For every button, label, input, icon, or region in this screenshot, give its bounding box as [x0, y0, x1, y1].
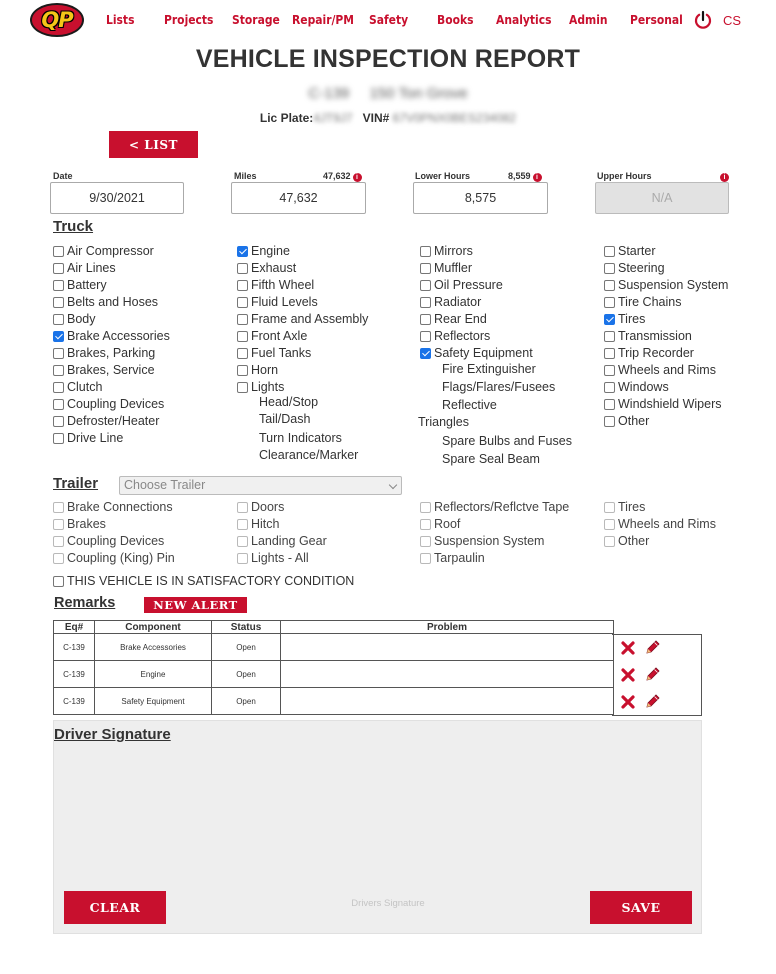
checklist-item-label: Defroster/Heater [67, 414, 160, 428]
checklist-subitem: Flags/Flares/Fusees [442, 380, 556, 394]
nav-storage[interactable]: Storage [232, 12, 280, 27]
page-title: VEHICLE INSPECTION REPORT [195, 45, 581, 73]
power-icon[interactable] [693, 10, 713, 30]
truck-section-title: Truck [53, 218, 94, 235]
checklist-item[interactable] [53, 244, 154, 258]
nav-admin[interactable]: Admin [569, 12, 608, 27]
checklist-item[interactable] [420, 244, 473, 258]
delete-icon[interactable] [621, 668, 635, 682]
checklist-item[interactable] [604, 500, 645, 514]
checklist-item-label: Starter [618, 244, 656, 258]
checklist-item[interactable] [53, 363, 155, 377]
table-header-row [54, 621, 614, 634]
cell-component: Brake Accessories [95, 634, 212, 661]
checklist-item[interactable] [604, 295, 681, 309]
checklist-item-label: Drive Line [67, 431, 124, 445]
checklist-item-label: Fluid Levels [251, 295, 318, 309]
checklist-item-label: Landing Gear [251, 534, 327, 548]
checklist-item[interactable] [420, 329, 490, 343]
checkbox-box[interactable] [604, 263, 615, 274]
col-header-eq: Eq# [54, 621, 95, 634]
checklist-item[interactable] [237, 244, 290, 258]
logo-text: QP [41, 8, 73, 32]
date-label: Date [53, 171, 73, 181]
checklist-item-label: Fifth Wheel [251, 278, 315, 292]
delete-icon[interactable] [621, 641, 635, 655]
checklist-subitem: Clearance/Marker [259, 448, 359, 462]
cell-eq: C-139 [54, 661, 95, 688]
checkbox-box[interactable] [237, 297, 248, 308]
checklist-item[interactable] [420, 551, 485, 565]
checklist-subitem: Turn Indicators [259, 431, 342, 445]
checklist-item[interactable] [53, 534, 164, 548]
info-icon[interactable]: i [533, 173, 542, 182]
checklist-item-label: Oil Pressure [434, 278, 503, 292]
checklist-item[interactable] [53, 261, 116, 275]
date-input[interactable] [50, 182, 184, 214]
checkbox-checked[interactable] [420, 348, 431, 359]
checkbox-box[interactable] [420, 502, 431, 513]
checklist-item[interactable] [604, 312, 645, 326]
checkbox-box[interactable] [604, 365, 615, 376]
checklist-item-label: Safety Equipment [434, 346, 533, 360]
cell-problem [281, 661, 614, 688]
cell-status: Open [212, 661, 281, 688]
upper-hours-info [718, 171, 729, 182]
lic-plate-value: 4JT9J7 [313, 111, 353, 125]
miles-reference [323, 171, 362, 182]
cell-status: Open [212, 634, 281, 661]
nav-safety[interactable]: Safety [369, 12, 409, 27]
checkbox-box[interactable] [53, 263, 64, 274]
checklist-item-label: Other [618, 534, 650, 548]
checkbox-box[interactable] [420, 519, 431, 530]
checklist-item-label: Belts and Hoses [67, 295, 159, 309]
checkbox-box[interactable] [53, 314, 64, 325]
checklist-item[interactable] [420, 261, 472, 275]
checklist-item-label: Roof [434, 517, 461, 531]
checkbox-box[interactable] [53, 502, 64, 513]
top-nav [0, 0, 776, 40]
cell-component: Engine [95, 661, 212, 688]
clear-signature-button[interactable]: CLEAR [64, 891, 166, 924]
cell-problem [281, 634, 614, 661]
col-header-problem: Problem [281, 621, 614, 634]
back-to-list-button[interactable]: < LIST [109, 131, 198, 158]
nav-analytics[interactable]: Analytics [496, 12, 552, 27]
checklist-item-label: Radiator [434, 295, 482, 309]
checklist-item[interactable] [604, 346, 694, 360]
checkbox-box[interactable] [53, 365, 64, 376]
checklist-item-label: Coupling Devices [67, 397, 165, 411]
nav-repair-pm[interactable]: Repair/PM [292, 12, 355, 27]
checklist-item[interactable] [604, 414, 649, 428]
checklist-item[interactable] [53, 500, 173, 514]
checklist-subitem: Spare Seal Beam [442, 452, 540, 466]
cell-eq: C-139 [54, 634, 95, 661]
lic-plate-label: Lic Plate: [259, 111, 314, 125]
checkbox-box[interactable] [237, 348, 248, 359]
checkbox-checked[interactable] [237, 246, 248, 257]
col-header-status: Status [212, 621, 281, 634]
miles-label: Miles [234, 171, 257, 181]
checklist-item-label: Exhaust [251, 261, 297, 275]
checklist-item-label: Windows [618, 380, 669, 394]
checkbox-box[interactable] [604, 416, 615, 427]
checkbox-box[interactable] [604, 536, 615, 547]
checklist-item[interactable] [604, 261, 665, 275]
remarks-title: Remarks [54, 595, 116, 611]
checklist-item[interactable] [604, 329, 692, 343]
checkbox-box[interactable] [53, 553, 64, 564]
miles-input[interactable] [231, 182, 366, 214]
checklist-item-label: Body [67, 312, 96, 326]
checkbox-box[interactable] [53, 280, 64, 291]
lower-hours-label: Lower Hours [415, 171, 471, 181]
checklist-item[interactable] [237, 500, 284, 514]
checklist-item-label: Reflectors [434, 329, 491, 343]
checklist-item[interactable] [237, 278, 314, 292]
checklist-item-label: Fuel Tanks [251, 346, 312, 360]
checklist-subitem: Tail/Dash [259, 412, 311, 426]
checklist-item[interactable] [237, 295, 318, 309]
checkbox-box[interactable] [237, 553, 248, 564]
checklist-item[interactable] [53, 380, 102, 394]
checklist-item[interactable] [53, 329, 170, 343]
lower-hours-reference-value: 8,559 [508, 171, 531, 181]
nav-lists[interactable]: Lists [106, 12, 135, 27]
checklist-item[interactable] [53, 397, 164, 411]
plate-vin-line [0, 111, 776, 125]
checkbox-box[interactable] [604, 502, 615, 513]
checklist-item-label: Brakes [67, 517, 106, 531]
vehicle-description: 150 Ton Grove [369, 85, 468, 102]
satisfactory-checkbox[interactable] [53, 574, 354, 588]
checklist-subitem: Spare Bulbs and Fuses [442, 434, 572, 448]
cell-eq: C-139 [54, 688, 95, 715]
checklist-subitem: Reflective [442, 398, 497, 412]
checklist-item-label: Wheels and Rims [618, 517, 716, 531]
checkbox-box[interactable] [604, 382, 615, 393]
checklist-item-label: Mirrors [434, 244, 473, 258]
checklist-item[interactable] [604, 244, 656, 258]
checkbox-box[interactable] [53, 416, 64, 427]
checkbox-box[interactable] [237, 314, 248, 325]
checklist-item-label: Tires [618, 500, 646, 514]
checklist-item-label: Brakes, Parking [67, 346, 156, 360]
checklist-item-label: Clutch [67, 380, 103, 394]
remarks-table [53, 620, 614, 715]
trailer-select-placeholder: Choose Trailer [124, 478, 206, 492]
checkbox-box[interactable] [53, 519, 64, 530]
miles-reference-value: 47,632 [323, 171, 351, 181]
checkbox-box[interactable] [53, 576, 64, 587]
info-icon[interactable]: i [720, 173, 729, 182]
checklist-item[interactable] [604, 397, 722, 411]
upper-hours-label: Upper Hours [597, 171, 652, 181]
checklist-item[interactable] [604, 363, 716, 377]
checklist-item-label: Tires [618, 312, 646, 326]
col-header-component: Component [95, 621, 212, 634]
checklist-item-label: Brake Accessories [67, 329, 170, 343]
nav-books[interactable]: Books [437, 12, 474, 27]
table-row [54, 688, 614, 715]
checklist-item-label: Brake Connections [67, 500, 173, 514]
checklist-item-label: Air Lines [67, 261, 116, 275]
checklist-item-label: Lights [251, 380, 285, 394]
checklist-item[interactable] [604, 517, 716, 531]
checklist-item-label: Muffler [434, 261, 472, 275]
info-icon[interactable]: i [353, 173, 362, 182]
checkbox-box[interactable] [420, 280, 431, 291]
checklist-subitem: Head/Stop [259, 395, 319, 409]
checklist-item[interactable] [604, 278, 728, 292]
checklist-item[interactable] [53, 431, 123, 445]
checkbox-box[interactable] [604, 399, 615, 410]
checklist-item-label: Steering [618, 261, 665, 275]
checkbox-box[interactable] [237, 331, 248, 342]
checkbox-box[interactable] [237, 382, 248, 393]
lower-hours-reference [508, 171, 542, 182]
checklist-item[interactable] [237, 329, 307, 343]
checklist-item[interactable] [237, 312, 368, 326]
checkbox-box[interactable] [237, 519, 248, 530]
table-row [54, 661, 614, 688]
checklist-item-label: Tire Chains [618, 295, 682, 309]
checkbox-box[interactable] [420, 553, 431, 564]
cell-status: Open [212, 688, 281, 715]
checklist-item[interactable] [420, 278, 503, 292]
checkbox-box[interactable] [237, 365, 248, 376]
app-logo[interactable] [30, 3, 84, 37]
edit-icon[interactable] [644, 666, 661, 683]
checkbox-box[interactable] [53, 348, 64, 359]
checkbox-box[interactable] [53, 536, 64, 547]
cell-component: Safety Equipment [95, 688, 212, 715]
table-row [54, 634, 614, 661]
vin-label: VIN# [362, 111, 390, 125]
checklist-item-label: Front Axle [251, 329, 308, 343]
trailer-select[interactable] [119, 476, 402, 495]
checklist-item[interactable] [237, 534, 327, 548]
checklist-item-label: Battery [67, 278, 107, 292]
vin-value: 67V0PNX0BES234082 [392, 111, 517, 125]
vehicle-id: C-139 [308, 85, 350, 102]
checkbox-box[interactable] [604, 519, 615, 530]
checkbox-box[interactable] [53, 433, 64, 444]
checklist-item-label: Coupling (King) Pin [67, 551, 175, 565]
checkbox-checked[interactable] [604, 314, 615, 325]
checklist-item-label: Air Compressor [67, 244, 154, 258]
lower-hours-input[interactable] [413, 182, 548, 214]
satisfactory-label: THIS VEHICLE IS IN SATISFACTORY CONDITION [67, 574, 355, 588]
checklist-item-label: Suspension System [434, 534, 545, 548]
edit-icon[interactable] [644, 693, 661, 710]
checklist-item[interactable] [420, 295, 481, 309]
checklist-item-label: Trip Recorder [618, 346, 694, 360]
checklist-item-label: Other [618, 414, 650, 428]
delete-icon[interactable] [621, 695, 635, 709]
checklist-item[interactable] [420, 517, 460, 531]
checkbox-box[interactable] [604, 348, 615, 359]
checklist-item-label: Horn [251, 363, 279, 377]
checkbox-box[interactable] [53, 399, 64, 410]
user-initials[interactable]: CS [723, 13, 742, 28]
checklist-item-label: Transmission [618, 329, 692, 343]
nav-projects[interactable]: Projects [164, 12, 214, 27]
save-button[interactable]: SAVE [590, 891, 692, 924]
signature-placeholder: Drivers Signature [351, 898, 425, 909]
checklist-item[interactable] [237, 261, 296, 275]
checklist-item-label: Rear End [434, 312, 487, 326]
checklist-item[interactable] [53, 517, 106, 531]
checklist-item-label: Tarpaulin [434, 551, 485, 565]
checklist-item[interactable] [53, 295, 158, 309]
checkbox-box[interactable] [420, 297, 431, 308]
checklist-item[interactable] [53, 346, 155, 360]
checkbox-box[interactable] [237, 263, 248, 274]
checkbox-box[interactable] [420, 536, 431, 547]
checkbox-box[interactable] [53, 382, 64, 393]
checkbox-box[interactable] [420, 263, 431, 274]
checklist-item[interactable] [237, 517, 279, 531]
checkbox-box[interactable] [604, 297, 615, 308]
edit-icon[interactable] [644, 639, 661, 656]
checklist-item-label: Brakes, Service [67, 363, 155, 377]
checkbox-checked[interactable] [53, 331, 64, 342]
checklist-item[interactable] [237, 346, 311, 360]
checklist-item-label: Reflectors/Reflctve Tape [434, 500, 570, 514]
checklist-item[interactable] [604, 534, 649, 548]
checklist-item[interactable] [237, 380, 284, 394]
checklist-item[interactable] [53, 278, 107, 292]
checklist-item[interactable] [53, 312, 96, 326]
checkbox-box[interactable] [237, 502, 248, 513]
checklist-item-label: Windshield Wipers [618, 397, 722, 411]
checklist-item[interactable] [237, 551, 309, 565]
cell-problem [281, 688, 614, 715]
checkbox-box[interactable] [53, 246, 64, 257]
signature-title: Driver Signature [54, 726, 171, 743]
checklist-item-label: Hitch [251, 517, 280, 531]
vehicle-info [0, 85, 776, 102]
new-alert-button[interactable]: NEW ALERT [144, 597, 247, 613]
trailer-section-title: Trailer [53, 475, 99, 492]
chevron-down-icon [389, 481, 397, 489]
checkbox-box[interactable] [604, 280, 615, 291]
checklist-item[interactable] [420, 534, 544, 548]
checkbox-box[interactable] [420, 314, 431, 325]
checklist-subitem: Triangles [418, 415, 469, 429]
checklist-item[interactable] [53, 414, 159, 428]
checkbox-box[interactable] [237, 536, 248, 547]
checklist-item[interactable] [237, 363, 278, 377]
checkbox-box[interactable] [420, 331, 431, 342]
checklist-item-label: Engine [251, 244, 290, 258]
checkbox-box[interactable] [604, 246, 615, 257]
checklist-item[interactable] [420, 346, 533, 360]
checklist-item[interactable] [420, 312, 487, 326]
checklist-item-label: Wheels and Rims [618, 363, 716, 377]
checklist-item-label: Doors [251, 500, 285, 514]
checklist-item[interactable] [420, 500, 569, 514]
checkbox-box[interactable] [420, 246, 431, 257]
checklist-item-label: Coupling Devices [67, 534, 165, 548]
checkbox-box[interactable] [604, 331, 615, 342]
checklist-item-label: Frame and Assembly [251, 312, 369, 326]
checklist-item-label: Lights - All [251, 551, 309, 565]
checklist-item-label: Suspension System [618, 278, 729, 292]
checklist-subitem: Fire Extinguisher [442, 362, 536, 376]
checkbox-box[interactable] [237, 280, 248, 291]
checklist-item[interactable] [604, 380, 669, 394]
checkbox-box[interactable] [53, 297, 64, 308]
checklist-item[interactable] [53, 551, 175, 565]
nav-personal[interactable]: Personal [630, 12, 683, 27]
upper-hours-input [595, 182, 729, 214]
